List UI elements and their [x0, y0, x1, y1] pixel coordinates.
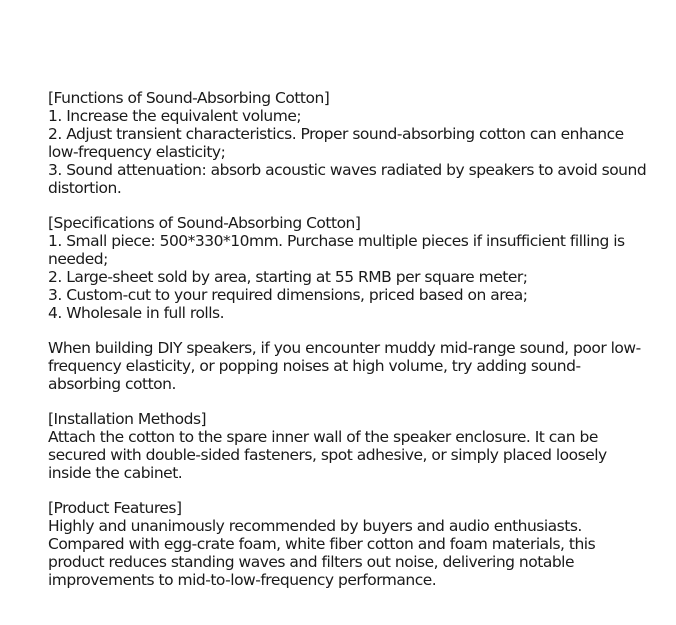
functions-item-3: 3. Sound attenuation: absorb acoustic waves radiated by speakers to avoid sound distortion.	[48, 161, 647, 197]
specifications-heading: [Specifications of Sound-Absorbing Cotton]	[48, 214, 361, 232]
installation-section	[48, 410, 648, 482]
features-heading: [Product Features]	[48, 499, 182, 517]
functions-heading: [Functions of Sound-Absorbing Cotton]	[48, 89, 330, 107]
diy-note-text: When building DIY speakers, if you encounter muddy mid-range sound, poor low-frequency elasticity, or popping noises at high volume, try adding sound-absorbing cotton.	[48, 339, 641, 393]
installation-heading: [Installation Methods]	[48, 410, 207, 428]
product-description	[48, 89, 648, 606]
functions-item-1: 1. Increase the equivalent volume;	[48, 107, 302, 125]
features-text: Highly and unanimously recommended by buyers and audio enthusiasts. Compared with egg-crate foam, white fiber cotton and foam materials, this product reduces standing waves and filters out noise, delivering notable improvements to mid-to-low-frequency performance.	[48, 517, 596, 589]
installation-text: Attach the cotton to the spare inner wall of the speaker enclosure. It can be secured with double-sided fasteners, spot adhesive, or simply placed loosely inside the cabinet.	[48, 428, 607, 482]
functions-section	[48, 89, 648, 197]
features-section	[48, 499, 648, 589]
functions-item-2: 2. Adjust transient characteristics. Proper sound-absorbing cotton can enhance low-frequency elasticity;	[48, 125, 624, 161]
specifications-item-1: 1. Small piece: 500*330*10mm. Purchase multiple pieces if insufficient filling is needed;	[48, 232, 625, 268]
specifications-item-4: 4. Wholesale in full rolls.	[48, 304, 225, 322]
specifications-item-2: 2. Large-sheet sold by area, starting at 55 RMB per square meter;	[48, 268, 528, 286]
specifications-section	[48, 214, 648, 322]
diy-note-section	[48, 339, 648, 393]
specifications-item-3: 3. Custom-cut to your required dimensions, priced based on area;	[48, 286, 528, 304]
